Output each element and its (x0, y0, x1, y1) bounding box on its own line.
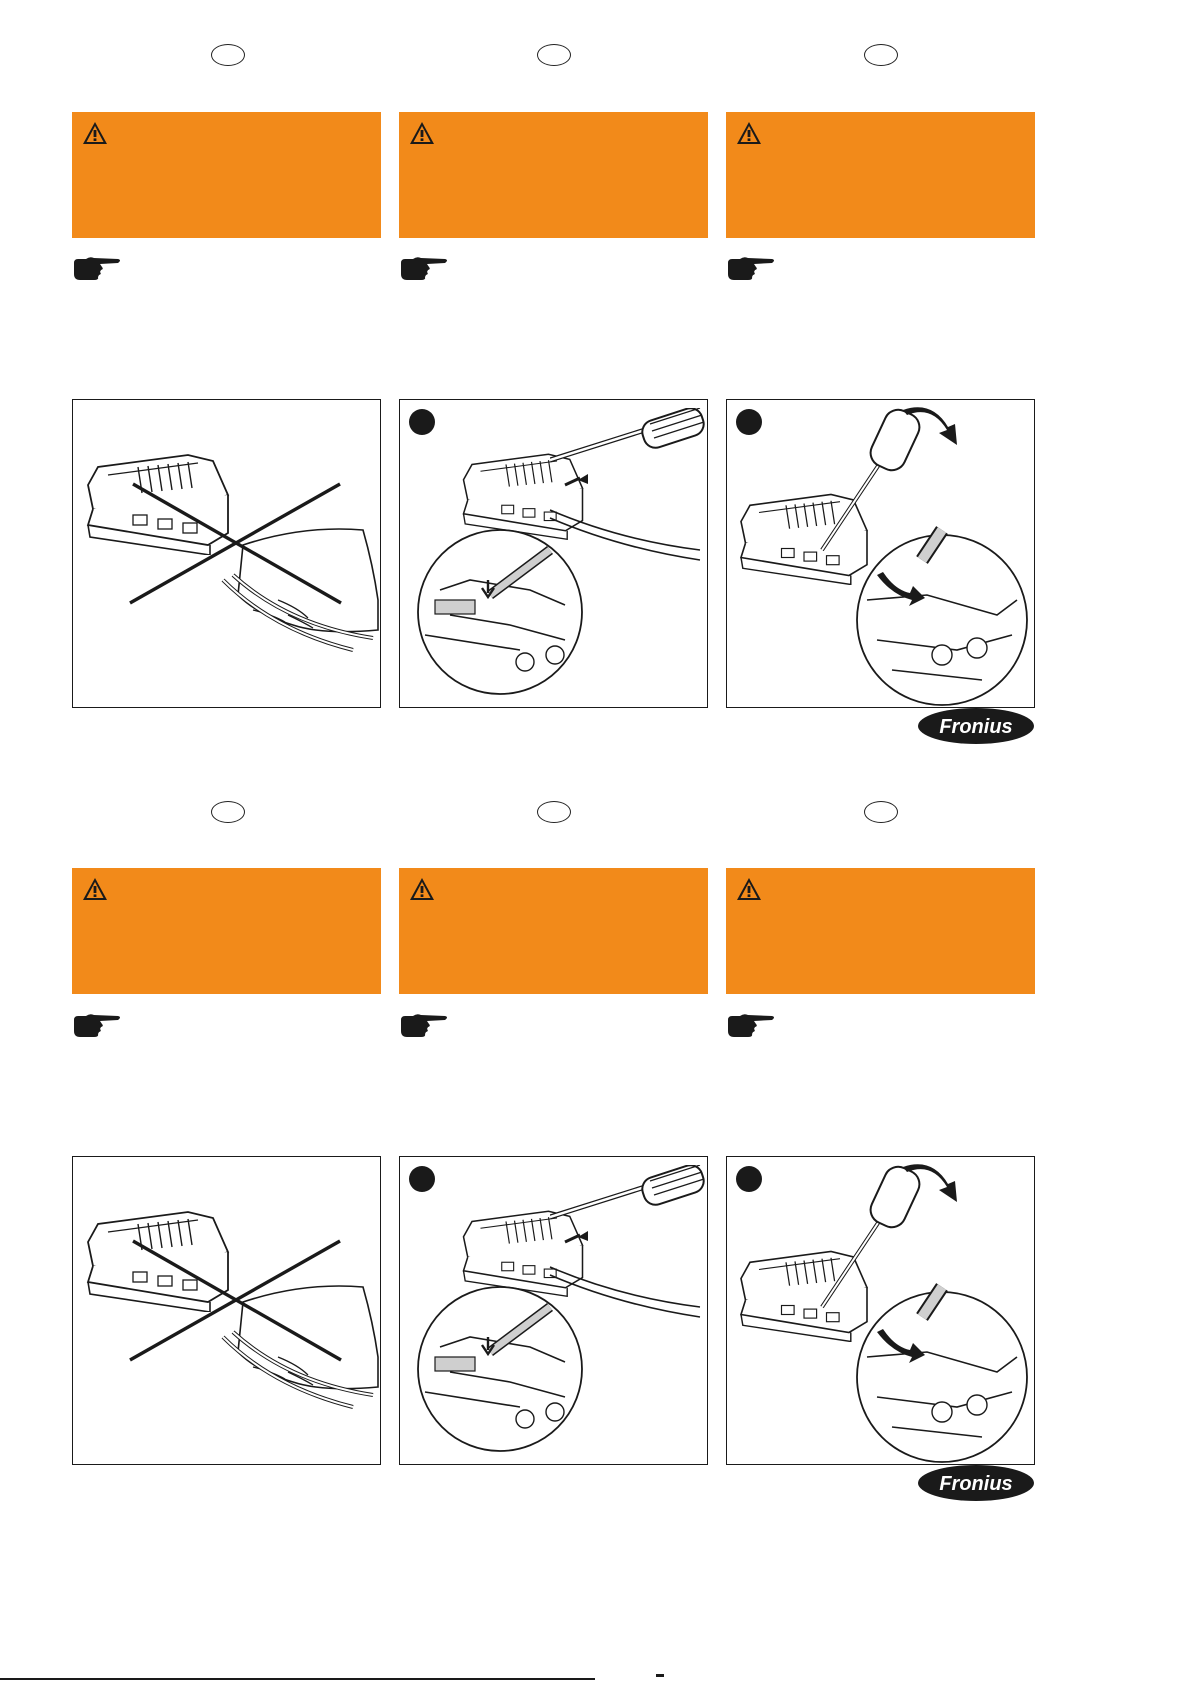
language-code-badge (537, 801, 571, 823)
warning-box (726, 868, 1035, 994)
figure-do-not (72, 1156, 381, 1465)
fronius-logo (916, 706, 1036, 746)
figure-do-not (72, 399, 381, 708)
figure-screwdriver-lever (726, 399, 1035, 708)
pointing-hand-icon (72, 1012, 122, 1038)
warning-triangle-icon (82, 120, 108, 146)
pointing-hand-icon (72, 255, 122, 281)
warning-box (399, 112, 708, 238)
language-code-badge (211, 44, 245, 66)
language-code-badge (537, 44, 571, 66)
warning-triangle-icon (736, 120, 762, 146)
warning-triangle-icon (409, 876, 435, 902)
warning-triangle-icon (82, 876, 108, 902)
warning-triangle-icon (409, 120, 435, 146)
fronius-logo (916, 1463, 1036, 1503)
language-code-badge (211, 801, 245, 823)
figure-screwdriver-insert (399, 399, 708, 708)
language-code-badge (864, 44, 898, 66)
footer-rule (0, 1678, 595, 1680)
connector-drawing (727, 1157, 1035, 1465)
connector-drawing (727, 400, 1035, 708)
detail-magnifier-circle (857, 1292, 1027, 1462)
pointing-hand-icon (726, 255, 776, 281)
figure-screwdriver-insert (399, 1156, 708, 1465)
footer-mark (656, 1674, 664, 1677)
pointing-hand-icon (399, 255, 449, 281)
warning-triangle-icon (736, 876, 762, 902)
detail-magnifier-circle (857, 535, 1027, 705)
warning-box (72, 112, 381, 238)
pointing-hand-icon (726, 1012, 776, 1038)
connector-drawing (73, 1157, 381, 1465)
warning-box (399, 868, 708, 994)
language-code-badge (864, 801, 898, 823)
warning-box (72, 868, 381, 994)
connector-drawing (400, 400, 708, 708)
connector-drawing (400, 1157, 708, 1465)
connector-drawing (73, 400, 381, 708)
warning-box (726, 112, 1035, 238)
pointing-hand-icon (399, 1012, 449, 1038)
figure-screwdriver-lever (726, 1156, 1035, 1465)
